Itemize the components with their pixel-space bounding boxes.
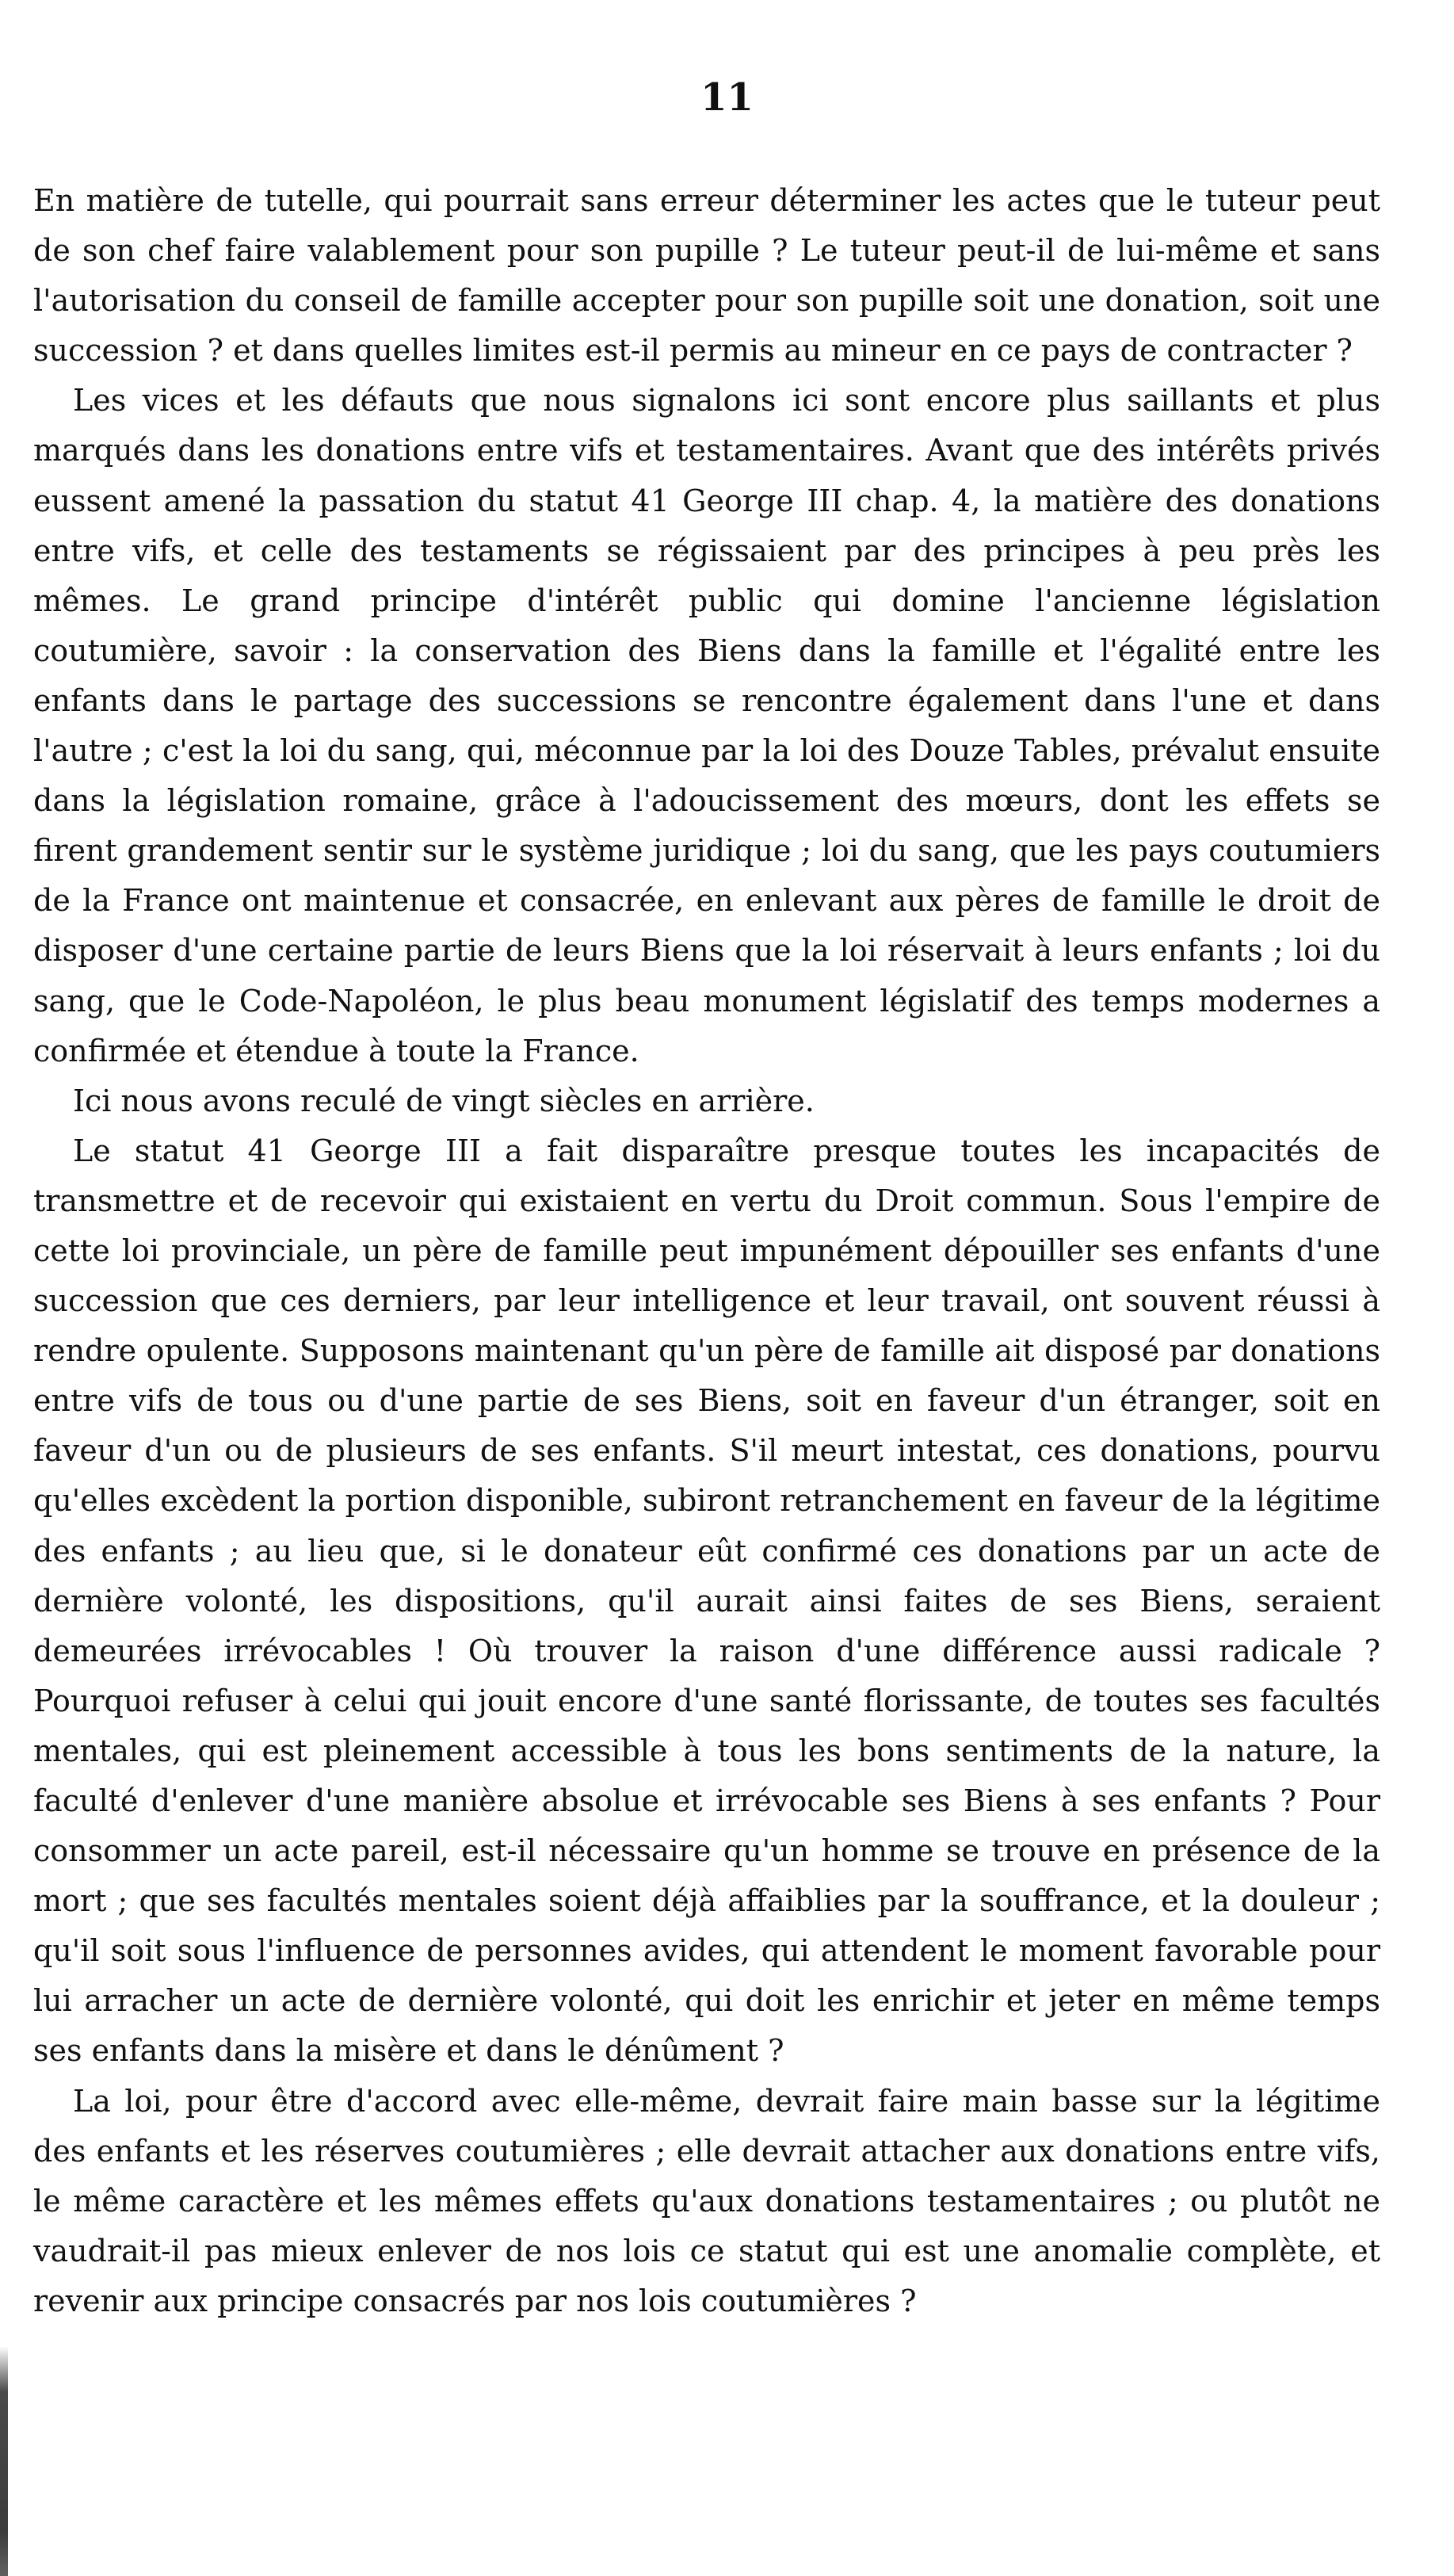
page-number: 11 (700, 75, 754, 120)
paragraph-vices-et-defauts: Les vices et les défauts que nous signalons ici sont encore plus saillants et plus marqués dans les donations entre vifs et testamentaires. Avant que des intérêts privés eussent amené la passation du statut 41 George III chap. 4, la matière des donations entre vifs, et celle des testaments se régissaient par des principes à peu près les mêmes. Le grand principe d'intérêt public qui domine l'ancienne législation coutumière, savoir : la conservation des Biens dans la famille et l'égalité entre les enfants dans le partage des successions se rencontre également dans l'une et dans l'autre ; c'est la loi du sang, qui, méconnue par la loi des Douze Tables, prévalut ensuite dans la législation romaine, grâce à l'adoucissement des mœurs, dont les effets se firent grandement sentir sur le système juridique ; loi du sang, que les pays coutumiers de la France ont maintenue et consacrée, en enlevant aux pères de famille le droit de disposer d'une certaine partie de leurs Biens que la loi réservait à leurs enfants ; loi du sang, que le Code-Napoléon, le plus beau monument législatif des temps modernes a confirmée et étendue à toute la France. (33, 383, 1380, 1068)
paragraph-tutelle: En matière de tutelle, qui pourrait sans erreur déterminer les actes que le tuteur peut de son chef faire valablement pour son pupille ? Le tuteur peut-il de lui-même et sans l'autorisation du conseil de famille accepter pour son pupille soit une donation, soit une succession ? et dans quelles limites est-il permis au mineur en ce pays de contracter ? (33, 183, 1380, 369)
scan-edge-shadow (0, 2346, 8, 2576)
paragraph-recul: Ici nous avons reculé de vingt siècles en arrière. (73, 1083, 815, 1118)
body-text (33, 176, 1380, 2326)
paragraph-statut-41-george-iii: Le statut 41 George III a fait disparaître presque toutes les incapacités de transmettre et de recevoir qui existaient en vertu du Droit commun. Sous l'empire de cette loi provinciale, un père de famille peut impunément dépouiller ses enfants d'une succession que ces derniers, par leur intelligence et leur travail, ont souvent réussi à rendre opulente. Supposons maintenant qu'un père de famille ait disposé par donations entre vifs de tous ou d'une partie de ses Biens, soit en faveur d'un étranger, soit en faveur d'un ou de plusieurs de ses enfants. S'il meurt intestat, ces donations, pourvu qu'elles excèdent la portion disponible, subiront retranchement en faveur de la légitime des enfants ; au lieu que, si le donateur eût confirmé ces donations par un acte de dernière volonté, les dispositions, qu'il aurait ainsi faites de ses Biens, seraient demeurées irrévocables ! Où trouver la raison d'une différence aussi radicale ? Pourquoi refuser à celui qui jouit encore d'une santé florissante, de toutes ses facultés mentales, qui est pleinement accessible à tous les bons sentiments de la nature, la faculté d'enlever d'une manière absolue et irrévocable ses Biens à ses enfants ? Pour consommer un acte pareil, est-il nécessaire qu'un homme se trouve en présence de la mort ; que ses facultés mentales soient déjà affaiblies par la souffrance, et la douleur ; qu'il soit sous l'influence de personnes avides, qui attendent le moment favorable pour lui arracher un acte de dernière volonté, qui doit les enrichir et jeter en même temps ses enfants dans la misère et dans le dénûment ? (33, 1133, 1380, 2069)
paragraph-conclusion: La loi, pour être d'accord avec elle-même, devrait faire main basse sur la légitime des enfants et les réserves coutumières ; elle devrait attacher aux donations entre vifs, le même caractère et les mêmes effets qu'aux donations testamentaires ; ou plutôt ne vaudrait-il pas mieux enlever de nos lois ce statut qui est une anomalie complète, et revenir aux principe consacrés par nos lois coutumières ? (33, 2083, 1380, 2318)
